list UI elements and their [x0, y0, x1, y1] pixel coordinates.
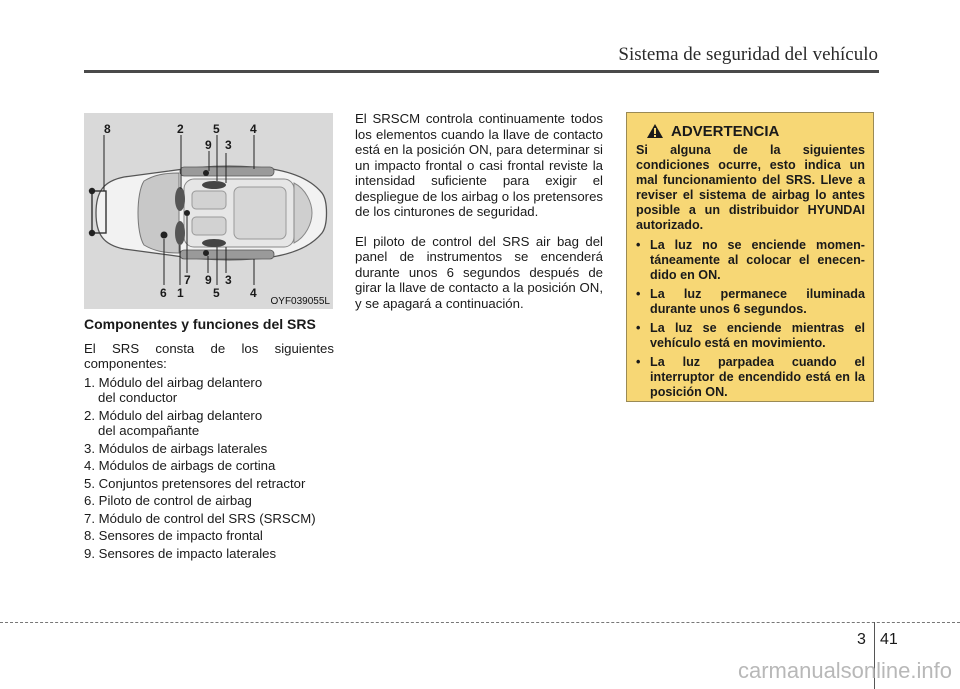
callout-top: 3 — [225, 138, 232, 152]
list-item: 5. Conjuntos pretensores del retractor — [84, 475, 306, 491]
list-item: 7. Módulo de control del SRS (SRSCM) — [84, 510, 316, 526]
callout-top: 9 — [205, 138, 212, 152]
warning-list — [636, 238, 865, 400]
callout-top: 4 — [250, 122, 257, 136]
footer-rule — [0, 622, 960, 623]
list-item: 4. Módulos de airbags de cortina — [84, 458, 276, 473]
warning-item: • La luz permanece iluminada durante unos 6 segundos. — [636, 287, 865, 317]
list-item: 8. Sensores de impacto frontal — [84, 528, 263, 543]
warning-item: • La luz parpadea cuando el interruptor de encendido está en la posición ON. — [636, 355, 865, 400]
list-item: 9. Sensores de impacto laterales — [84, 545, 277, 561]
callout-top: 8 — [104, 122, 111, 136]
components-list — [84, 375, 334, 562]
header-rule — [84, 70, 879, 73]
chapter-number: 3 — [857, 631, 866, 648]
srscm-text — [355, 111, 603, 325]
callout-bottom: 6 — [160, 286, 167, 300]
watermark: carmanualsonline.info — [737, 658, 952, 683]
callout-bottom: 4 — [250, 286, 257, 300]
section-intro: El SRS consta de los siguientes componentes: — [84, 340, 334, 371]
callout-bottom: 1 — [177, 286, 184, 300]
page-number: 41 — [880, 631, 898, 648]
callout-bottom: 7 — [184, 273, 191, 287]
paragraph: El piloto de control del SRS air bag del panel de instrumentos se encenderá durante unos 6 segundos después de girar la llave de contacto a la posición ON, y se apagará a continuación. — [355, 233, 603, 311]
warning-title: ADVERTENCIA — [671, 122, 780, 140]
list-item: 3. Módulos de airbags laterales — [84, 440, 268, 456]
callout-top: 2 — [177, 122, 184, 136]
figure-code: OYF039055L — [270, 296, 330, 307]
warning-body: Si alguna de la siguientes condiciones ocurre, esto indica un mal funcionamiento del SRS. Lleve a reviser el sistema de airbag lo antes posible a un distribuidor HYUNDAI autorizado. — [636, 143, 865, 232]
callout-bottom: 9 — [205, 273, 212, 287]
section-heading: Componentes y funciones del SRS — [84, 316, 316, 332]
warning-triangle-icon — [646, 123, 664, 139]
callout-bottom: 5 — [213, 286, 220, 300]
warning-item: • La luz se enciende mientras el vehículo está en movimiento. — [636, 321, 865, 351]
list-item: 1. Módulo del airbag delantero del conductor — [84, 374, 263, 405]
running-header: Sistema de seguridad del vehículo — [618, 44, 878, 65]
components-section — [84, 317, 334, 563]
callout-top: 5 — [213, 122, 220, 136]
list-item: 6. Piloto de control de airbag — [84, 493, 252, 508]
paragraph: El SRSCM controla continuamente todos los elementos cuando la llave de contacto está en la posición ON, para determinar si un impacto frontal o casi frontal reviste la intensidad suficiente para exigir el despliegue de los airbag o los pretensores de los cinturones de seguridad. — [355, 111, 603, 219]
srs-car-diagram — [84, 113, 333, 309]
warning-header — [646, 123, 865, 139]
warning-box — [626, 112, 874, 402]
list-item: 2. Módulo del airbag delantero del acompañante — [84, 407, 263, 438]
warning-item: • La luz no se enciende momen-táneamente al colocar el enecen-dido en ON. — [636, 238, 865, 283]
callout-bottom: 3 — [225, 273, 232, 287]
